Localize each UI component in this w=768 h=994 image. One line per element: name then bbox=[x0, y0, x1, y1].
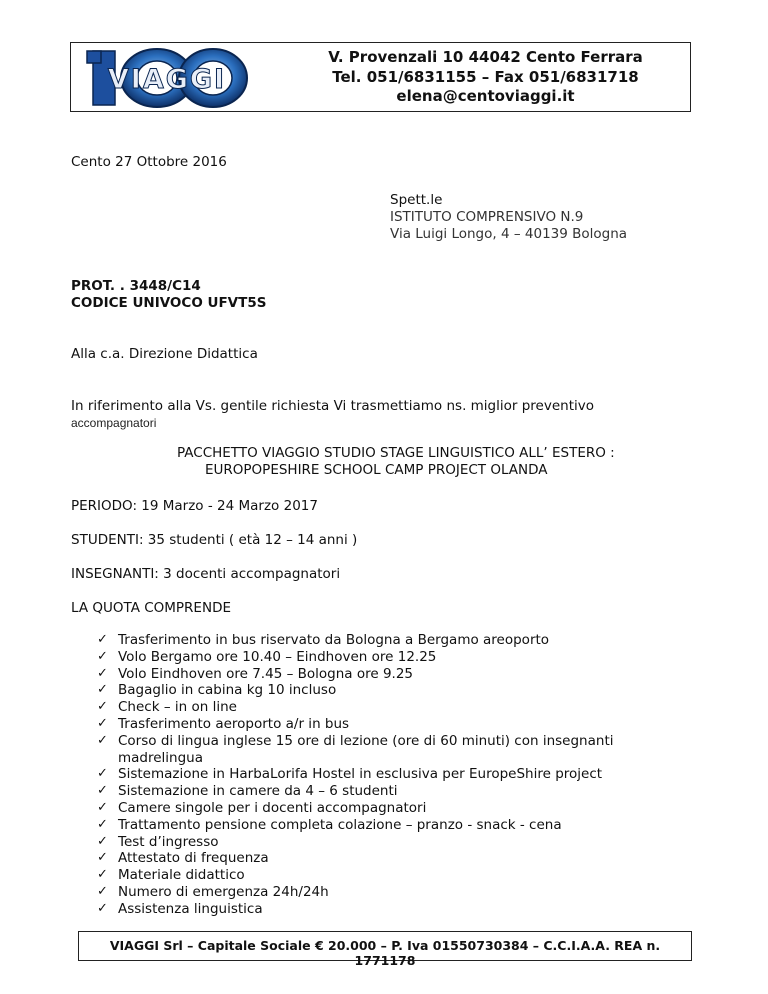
includes-list bbox=[97, 632, 614, 918]
list-item: ✓ Assistenza linguistica bbox=[97, 900, 263, 917]
checkmark-icon: ✓ bbox=[97, 867, 108, 883]
checkmark-icon: ✓ bbox=[97, 900, 108, 916]
checkmark-icon: ✓ bbox=[97, 883, 108, 899]
list-item: ✓ Camere singole per i docenti accompagnatori bbox=[97, 799, 427, 816]
footer bbox=[78, 931, 692, 968]
letter-date: Cento 27 Ottobre 2016 bbox=[71, 154, 227, 170]
letterhead bbox=[70, 42, 691, 112]
checkmark-icon: ✓ bbox=[97, 699, 108, 715]
list-item-continuation: madrelingua bbox=[118, 749, 204, 766]
list-item: ✓ Volo Bergamo ore 10.40 – Eindhoven ore 12.25 bbox=[97, 648, 437, 665]
intro-text: In riferimento alla Vs. gentile richiesta Vi trasmettiamo ns. miglior preventivo bbox=[71, 398, 594, 414]
recipient-salutation: Spett.le bbox=[390, 192, 443, 208]
company-email: elena@centoviaggi.it bbox=[396, 87, 575, 105]
list-item: ✓ Materiale didattico bbox=[97, 867, 245, 884]
checkmark-icon: ✓ bbox=[97, 766, 108, 782]
list-item: ✓ Trasferimento aeroporto a/r in bus bbox=[97, 715, 350, 732]
checkmark-icon: ✓ bbox=[97, 816, 108, 832]
attention-line: Alla c.a. Direzione Didattica bbox=[71, 346, 258, 362]
list-item: ✓ Test d’ingresso bbox=[97, 833, 219, 850]
list-item: ✓ Attestato di frequenza bbox=[97, 850, 269, 867]
recipient-address: Via Luigi Longo, 4 – 40139 Bologna bbox=[390, 226, 628, 242]
company-contacts bbox=[293, 48, 678, 107]
quota-heading: LA QUOTA COMPRENDE bbox=[71, 600, 231, 616]
checkmark-icon: ✓ bbox=[97, 799, 108, 815]
list-item: ✓ Check – in on line bbox=[97, 699, 237, 716]
company-address: V. Provenzali 10 44042 Cento Ferrara bbox=[328, 48, 643, 66]
checkmark-icon: ✓ bbox=[97, 715, 108, 731]
list-item: ✓ Trattamento pensione completa colazione – pranzo - snack - cena bbox=[97, 816, 562, 833]
checkmark-icon: ✓ bbox=[97, 850, 108, 866]
package-title-line2: EUROPOPESHIRE SCHOOL CAMP PROJECT OLANDA bbox=[205, 462, 548, 478]
list-item: ✓ Sistemazione in HarbaLorifa Hostel in esclusiva per EuropeShire project bbox=[97, 766, 603, 783]
company-phone-fax: Tel. 051/6831155 – Fax 051/6831718 bbox=[332, 67, 639, 86]
checkmark-icon: ✓ bbox=[97, 783, 108, 799]
list-item: ✓ Bagaglio in cabina kg 10 incluso bbox=[97, 682, 337, 699]
list-item: ✓ Volo Eindhoven ore 7.45 – Bologna ore 9.25 bbox=[97, 665, 414, 682]
logo-text: VIAGGI bbox=[107, 64, 227, 95]
list-item: ✓ Sistemazione in camere da 4 – 6 studenti bbox=[97, 783, 398, 800]
package-title-line1: PACCHETTO VIAGGIO STUDIO STAGE LINGUISTICO ALL’ ESTERO : bbox=[177, 445, 615, 461]
periodo: PERIODO: 19 Marzo - 24 Marzo 2017 bbox=[71, 498, 318, 514]
checkmark-icon: ✓ bbox=[97, 833, 108, 849]
checkmark-icon: ✓ bbox=[97, 632, 108, 647]
protocol-number: PROT. . 3448/C14 bbox=[71, 278, 201, 294]
studenti: STUDENTI: 35 studenti ( età 12 – 14 anni ) bbox=[71, 532, 358, 548]
checkmark-icon: ✓ bbox=[97, 732, 108, 748]
insegnanti: INSEGNANTI: 3 docenti accompagnatori bbox=[71, 566, 341, 582]
codice-univoco: CODICE UNIVOCO UFVT5S bbox=[71, 295, 267, 311]
checkmark-icon: ✓ bbox=[97, 648, 108, 664]
checkmark-icon: ✓ bbox=[97, 682, 108, 698]
footer-company-info: VIAGGI Srl – Capitale Sociale € 20.000 – P. Iva 01550730384 – C.C.I.A.A. REA n. 1771178 bbox=[109, 938, 661, 968]
list-item: ✓ Trasferimento in bus riservato da Bologna a Bergamo areoporto bbox=[97, 632, 550, 648]
recipient-name: ISTITUTO COMPRENSIVO N.9 bbox=[390, 209, 584, 225]
intro-note: accompagnatori bbox=[71, 416, 157, 430]
company-logo bbox=[83, 45, 251, 109]
list-item: ✓ Numero di emergenza 24h/24h bbox=[97, 883, 329, 900]
list-item: ✓ Corso di lingua inglese 15 ore di lezione (ore di 60 minuti) con insegnanti bbox=[97, 732, 614, 749]
checkmark-icon: ✓ bbox=[97, 665, 108, 681]
